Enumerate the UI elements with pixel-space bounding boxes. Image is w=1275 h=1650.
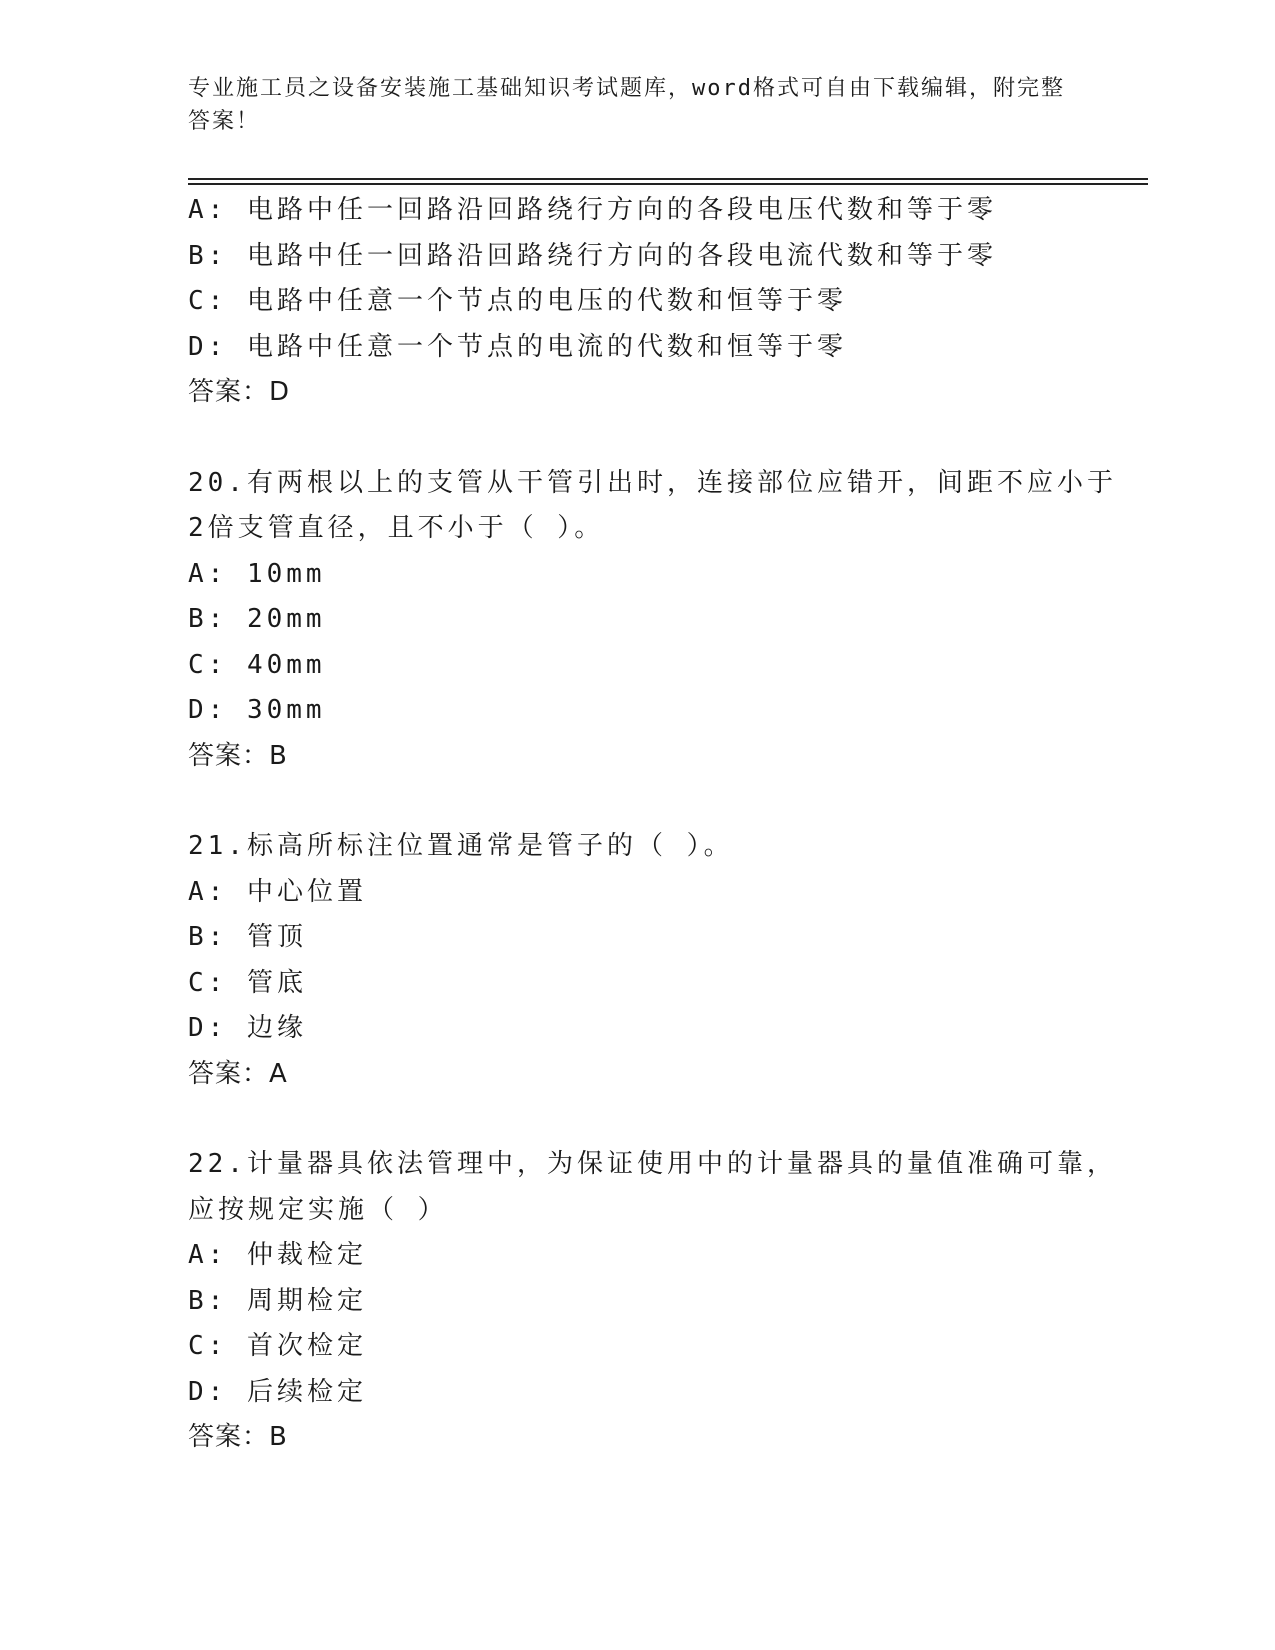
- option-d: D: 后续检定: [188, 1376, 367, 1407]
- question-text-line: 20.有两根以上的支管从干管引出时，连接部位应错开，间距不应小于: [188, 467, 1117, 498]
- option-c: C: 电路中任意一个节点的电压的代数和恒等于零: [188, 286, 847, 316]
- question-text-line: 21.标高所标注位置通常是管子的（ ）。: [188, 831, 734, 861]
- option-a: A: 10mm: [188, 558, 326, 589]
- question-block-21: [188, 824, 1148, 1097]
- question-list: [188, 188, 1148, 1461]
- question-gap: [188, 779, 1148, 824]
- question-block-19: [188, 188, 1148, 416]
- document-header: 专业施工员之设备安装施工基础知识考试题库，word格式可自由下载编辑，附完整答案！: [188, 76, 1065, 134]
- header-rule-bottom: [188, 183, 1148, 185]
- option-d: D: 边缘: [188, 1013, 307, 1043]
- question-block-22: [188, 1142, 1148, 1461]
- option-c: C: 首次检定: [188, 1331, 367, 1361]
- option-d: D: 电路中任意一个节点的电流的代数和恒等于零: [188, 331, 847, 362]
- answer-label: 答案：D: [188, 377, 291, 407]
- option-a: A: 仲裁检定: [188, 1240, 367, 1270]
- answer-label: 答案：B: [188, 740, 288, 771]
- question-gap: [188, 1097, 1148, 1142]
- option-d: D: 30mm: [188, 695, 326, 725]
- answer-label: 答案：B: [188, 1422, 288, 1452]
- question-text-line: 应按规定实施（ ）: [188, 1194, 448, 1225]
- question-text-line: 2倍支管直径，且不小于（ ）。: [188, 513, 605, 543]
- option-a: A: 电路中任一回路沿回路绕行方向的各段电压代数和等于零: [188, 195, 997, 225]
- option-a: A: 中心位置: [188, 876, 367, 907]
- option-b: B: 周期检定: [188, 1285, 367, 1316]
- question-gap: [188, 416, 1148, 461]
- option-c: C: 管底: [188, 967, 307, 998]
- option-b: B: 电路中任一回路沿回路绕行方向的各段电流代数和等于零: [188, 240, 997, 271]
- header-rule-top: [188, 178, 1148, 180]
- option-c: C: 40mm: [188, 649, 326, 680]
- option-b: B: 20mm: [188, 604, 326, 634]
- answer-label: 答案：A: [188, 1058, 288, 1089]
- option-b: B: 管顶: [188, 922, 307, 952]
- question-text-line: 22.计量器具依法管理中，为保证使用中的计量器具的量值准确可靠，: [188, 1149, 1117, 1179]
- question-block-20: [188, 461, 1148, 780]
